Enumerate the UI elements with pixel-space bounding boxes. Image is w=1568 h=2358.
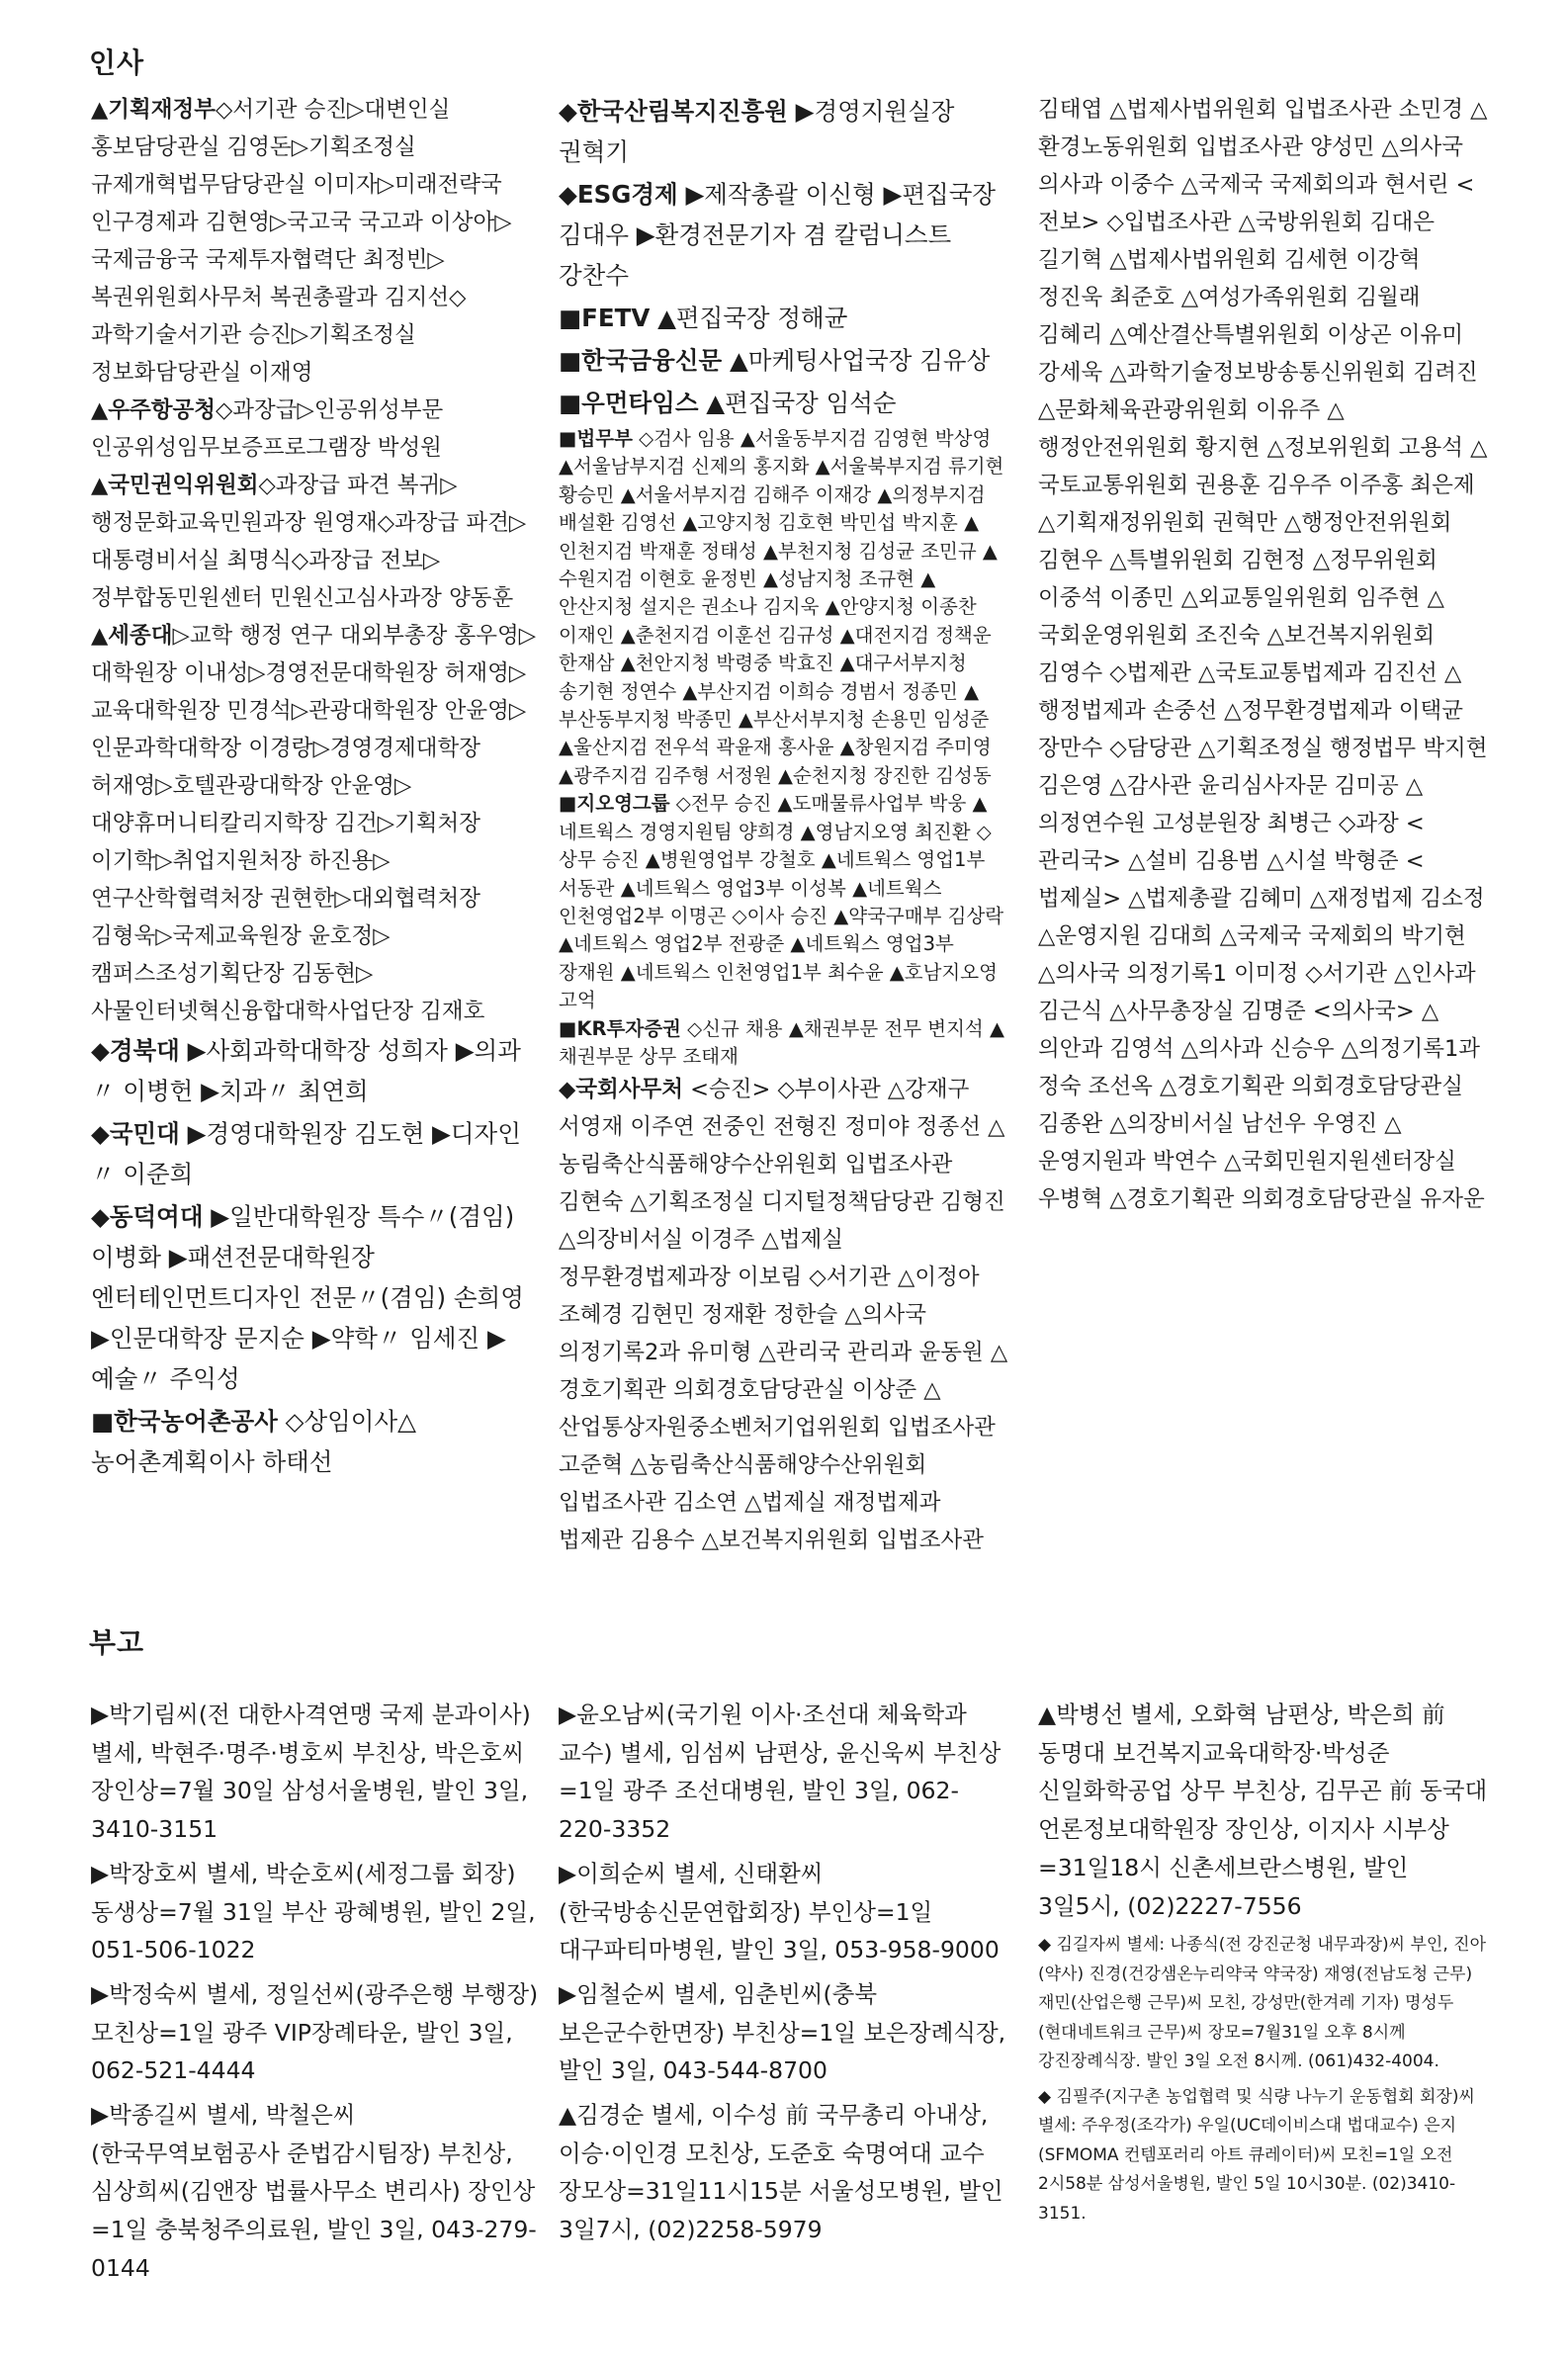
- organization-name: ◆한국산림복지진흥원: [559, 97, 788, 126]
- appointment-text: ▲마케팅사업국장 김유상: [722, 346, 991, 375]
- obituary-entry: ▶박종길씨 별세, 박철은씨(한국무역보험공사 준법감시팀장) 부친상, 심상희씨(김앤장 법률사무소 변리사) 장인상=1일 충북청주의료원, 발인 3일, 043-279-0144: [91, 2101, 537, 2282]
- appointment-entry: [559, 174, 1008, 296]
- appointment-entry: [559, 790, 1008, 1014]
- appointments-column-1: [91, 91, 541, 1484]
- appointment-entry: [559, 91, 1008, 172]
- obituary-entry: ▶박기림씨(전 대한사격연맹 국제 분과이사) 별세, 박현주·명주·병호씨 부친상, 박은호씨 장인상=7월 30일 삼성서울병원, 발인 3일, 3410-3151: [91, 1701, 531, 1844]
- appointment-text: ◇과장급▷인공위성부문 인공위성임무보증프로그램장 박성원: [91, 397, 444, 461]
- appointment-text: ◇서기관 승진▷대변인실 홍보담당관실 김영돈▷기획조정실 규제개혁법무담당관실 이미자▷미래전략국 인구경제과 김현영▷국고국 국고과 이상아▷국제금융국 국제투자협력단 최정빈▷복권위원회사무처 복권총괄과 김지선◇과학기술서기관 승진▷기획조정실 정보화담당관실 이재영: [91, 97, 512, 386]
- organization-name: ▲기획재정부: [91, 97, 216, 123]
- obituaries-section-title: 부고: [89, 1626, 145, 1659]
- appointment-entry: [91, 392, 541, 467]
- appointment-entry: [91, 1196, 541, 1399]
- appointment-entry: [91, 617, 541, 1030]
- obituary-entry: ▶윤오남씨(국기원 이사·조선대 체육학과 교수) 별세, 임섬씨 남편상, 윤신욱씨 부친상=1일 광주 조선대병원, 발인 3일, 062-220-3352: [559, 1701, 1002, 1844]
- appointment-text: <승진> ◇부이사관 △강재구 서영재 이주연 전중인 전형진 정미야 정종선 △농림축산식품해양수산위원회 입법조사관 김현숙 △기획조정실 디지털정책담당관 김형진 △의장비서실 이경주 △법제실 정무환경법제과장 이보림 ◇서기관 △이정아 조혜경 김현민 정재환 정한슬 △의사국 의정기록2과 유미형 △관리국 관리과 윤동원 △경호기획관 의회경호담당관실 이상준 △산업통상자원중소벤처기업위원회 입법조사관 고준혁 △농림축산식품해양수산위원회 입법조사관 김소연 △법제실 재정법제과 법제관 김용수 △보건복지위원회 입법조사관: [559, 1077, 1008, 1554]
- appointment-text: ▶제작총괄 이신형 ▶편집국장 김대우 ▶환경전문기자 겸 칼럼니스트 강찬수: [559, 180, 997, 290]
- appointments-section-title: 인사: [89, 46, 145, 79]
- organization-name: ■법무부: [559, 427, 633, 450]
- appointment-text: ▶사회과학대학장 성희자 ▶의과〃 이병헌 ▶치과〃 최연희: [91, 1036, 521, 1105]
- organization-name: ◆국회사무처: [559, 1077, 683, 1103]
- organization-name: ◆경북대: [91, 1036, 180, 1065]
- obituaries-column-1: [91, 1696, 541, 2294]
- appointment-entry: [559, 1071, 1008, 1559]
- obituary-entry: ▶박정숙씨 별세, 정일선씨(광주은행 부행장) 모친상=1일 광주 VIP장례타운, 발인 3일, 062-521-4444: [91, 1979, 539, 2085]
- organization-name: ◆ESG경제: [559, 180, 678, 209]
- organization-name: ▲국민권익위원회: [91, 473, 259, 498]
- organization-name: ▲우주항공청: [91, 397, 216, 423]
- obituary-entry: ◆ 김필주(지구촌 농업협력 및 식량 나누기 운동협회 회장)씨 별세: 주우정(조각가) 우일(UC데이비스대 법대교수) 은지(SFMOMA 컨템포러리 아트 큐레이터)씨 모친=1일 오전 2시58분 삼성서울병원, 발인 5일 10시30분. (02)3410-3151.: [1038, 2086, 1475, 2224]
- appointment-text: ◇과장급 파견 복귀▷행정문화교육민원과장 원영재◇과장급 파견▷대통령비서실 최명식◇과장급 전보▷정부합동민원센터 민원신고심사과장 양동훈: [91, 473, 527, 611]
- appointment-entry: [91, 1113, 541, 1194]
- appointment-entry: [91, 467, 541, 617]
- appointment-text: ◇검사 임용 ▲서울동부지검 김영현 박상영 ▲서울남부지검 신제의 홍지화 ▲서울북부지검 류기현 황승민 ▲서울서부지검 김해주 이재강 ▲의정부지검 배설환 김영선 ▲고양지청 김호현 박민섭 박지훈 ▲인천지검 박재훈 정태성 ▲부천지청 김성균 조민규 ▲수원지검 이현호 윤정빈 ▲성남지청 조규현 ▲안산지청 설지은 권소나 김지욱 ▲안양지청 이종찬 이재인 ▲춘천지검 이훈선 김규성 ▲대전지검 정책운 한재삼 ▲천안지청 박령중 박효진 ▲대구서부지청 송기현 정연수 ▲부산지검 이희승 경범서 정종민 ▲부산동부지청 박종민 ▲부산서부지청 손용민 임성준 ▲울산지검 전우석 곽윤재 홍사윤 ▲창원지검 주미영 ▲광주지검 김주형 서정원 ▲순천지청 장진한 김성동: [559, 427, 1004, 787]
- appointment-entry: [559, 425, 1008, 790]
- appointment-text: ◇전무 승진 ▲도매물류사업부 박웅 ▲네트웍스 경영지원팀 양희경 ▲영남지오영 최진환 ◇상무 승진 ▲병원영업부 강철호 ▲네트웍스 영업1부 서동관 ▲네트웍스 영업3부 이성복 ▲네트웍스 인천영업2부 이명곤 ◇이사 승진 ▲약국구매부 김상락 ▲네트웍스 영업2부 전광준 ▲네트웍스 영업3부 장재원 ▲네트웍스 인천영업1부 최수윤 ▲호남지오영 고억: [559, 792, 1004, 1012]
- obituary-entry: ▶임철순씨 별세, 임춘빈씨(충북 보은군수한면장) 부친상=1일 보은장례식장, 발인 3일, 043-544-8700: [559, 1979, 1006, 2085]
- appointments-column-3: [1038, 91, 1488, 1218]
- obituaries-column-3: [1038, 1696, 1488, 2234]
- appointment-text: ▶경영대학원장 김도현 ▶디자인〃 이준희: [91, 1119, 521, 1188]
- obituary-entry: ▶박장호씨 별세, 박순호씨(세정그룹 회장) 동생상=7월 31일 부산 광혜병원, 발인 2일, 051-506-1022: [91, 1859, 536, 1965]
- appointments-column-2: [559, 91, 1008, 1559]
- organization-name: ■지오영그룹: [559, 792, 670, 816]
- obituary-entry: ▲김경순 별세, 이수성 前 국무총리 아내상, 이승·이인경 모친상, 도준호 숙명여대 교수 장모상=31일11시15분 서울성모병원, 발인 3일7시, (02)2258-5979: [559, 2101, 1003, 2244]
- appointment-entry: [559, 298, 1008, 338]
- appointment-text: ▷교학 행정 연구 대외부총장 홍우영▷대학원장 이내성▷경영전문대학원장 허재영▷교육대학원장 민경석▷관광대학원장 안윤영▷인문과학대학장 이경랑▷경영경제대학장 허재영▷호텔관광대학장 안윤영▷대양휴머니티칼리지학장 김건▷기획처장 이기학▷취업지원처장 하진용▷연구산학협력처장 권현한▷대외협력처장 김형욱▷국제교육원장 윤호정▷캠퍼스조성기획단장 김동현▷사물인터넷혁신융합대학사업단장 김재호: [91, 623, 537, 1024]
- organization-name: ■우먼타임스: [559, 389, 699, 417]
- appointment-entry: [91, 1401, 541, 1482]
- organization-name: ■FETV: [559, 304, 651, 332]
- appointment-entry: [559, 383, 1008, 423]
- organization-name: ▲세종대: [91, 623, 173, 649]
- organization-name: ■한국금융신문: [559, 346, 723, 375]
- appointment-text: ◇신규 채용 ▲채권부문 전무 변지석 ▲채권부문 상무 조태재: [559, 1016, 1004, 1068]
- organization-name: ■KR투자증권: [559, 1016, 681, 1040]
- obituary-entry: ▲박병선 별세, 오화혁 남편상, 박은희 前 동명대 보건복지교육대학장·박성준 신일화학공업 상무 부친상, 김무곤 前 동국대 언론정보대학원장 장인상, 이지사 시부상=31일18시 신촌세브란스병원, 발인 3일5시, (02)2227-7556: [1038, 1701, 1488, 1920]
- appointment-text: ◇상임이사△농어촌계획이사 하태선: [91, 1407, 416, 1476]
- obituary-entry: ◆ 김길자씨 별세: 나종식(전 강진군청 내무과장)씨 부인, 진아(약사) 진경(건강샘온누리약국 약국장) 재영(전남도청 근무) 재민(산업은행 근무)씨 모친, 강성만(한겨레 기자) 명성두(현대네트워크 근무)씨 장모=7월31일 오후 8시께 강진장례식장. 발인 3일 오전 8시께. (061)432-4004.: [1038, 1935, 1487, 2072]
- appointment-text: ▶경영지원실장 권혁기: [559, 97, 955, 166]
- appointment-entry: [91, 91, 541, 392]
- obituaries-column-2: [559, 1696, 1008, 2255]
- appointment-entry: [91, 1030, 541, 1111]
- appointment-text: ▶일반대학원장 특수〃(겸임) 이병화 ▶패션전문대학원장 엔터테인먼트디자인 전문〃(겸임) 손희영 ▶인문대학장 문지순 ▶약학〃 임세진 ▶예술〃 주익성: [91, 1202, 524, 1393]
- appointment-text-continued: 김태엽 △법제사법위원회 입법조사관 소민경 △환경노동위원회 입법조사관 양성민 △의사국 의사과 이중수 △국제국 국제회의과 현서린 <전보> ◇입법조사관 △국방위원회 김대은 길기혁 △법제사법위원회 김세현 이강혁 정진욱 최준호 △여성가족위원회 김월래 김혜리 △예산결산특별위원회 이상곤 이유미 강세욱 △과학기술정보방송통신위원회 김려진 △문화체육관광위원회 이유주 △행정안전위원회 황지현 △정보위원회 고용석 △국토교통위원회 권용훈 김우주 이주홍 최은제 △기획재정위원회 권혁만 △행정안전위원회 김현우 △특별위원회 김현정 △정무위원회 이중석 이종민 △외교통일위원회 임주현 △국회운영위원회 조진숙 △보건복지위원회 김영수 ◇법제관 △국토교통법제과 김진선 △행정법제과 손중선 △정무환경법제과 이택균 장만수 ◇담당관 △기획조정실 행정법무 박지현 김은영 △감사관 윤리심사자문 김미공 △의정연수원 고성분원장 최병근 ◇과장 <관리국> △설비 김용범 △시설 박형준 <법제실> △법제총괄 김혜미 △재정법제 김소정 △운영지원 김대희 △국제국 국제회의 박기현 △의사국 의정기록1 이미정 ◇서기관 △인사과 김근식 △사무총장실 김명준 <의사국> △의안과 김영석 △의사과 신승우 △의정기록1과 정숙 조선옥 △경호기획관 의회경호담당관실 김종완 △의장비서실 남선우 우영진 △운영지원과 박연수 △국회민원지원센터장실 우병혁 △경호기획관 의회경호담당관실 유자운: [1038, 97, 1488, 1212]
- organization-name: ■한국농어촌공사: [91, 1407, 278, 1436]
- organization-name: ◆동덕여대: [91, 1202, 204, 1231]
- appointment-text: ▲편집국장 임석순: [698, 389, 897, 417]
- appointment-entry: [559, 340, 1008, 381]
- appointment-entry: [559, 1015, 1008, 1072]
- obituary-entry: ▶이희순씨 별세, 신태환씨(한국방송신문연합회장) 부인상=1일 대구파티마병원, 발인 3일, 053-958-9000: [559, 1859, 1000, 1965]
- appointment-text: ▲편집국장 정해균: [650, 304, 848, 332]
- organization-name: ◆국민대: [91, 1119, 180, 1148]
